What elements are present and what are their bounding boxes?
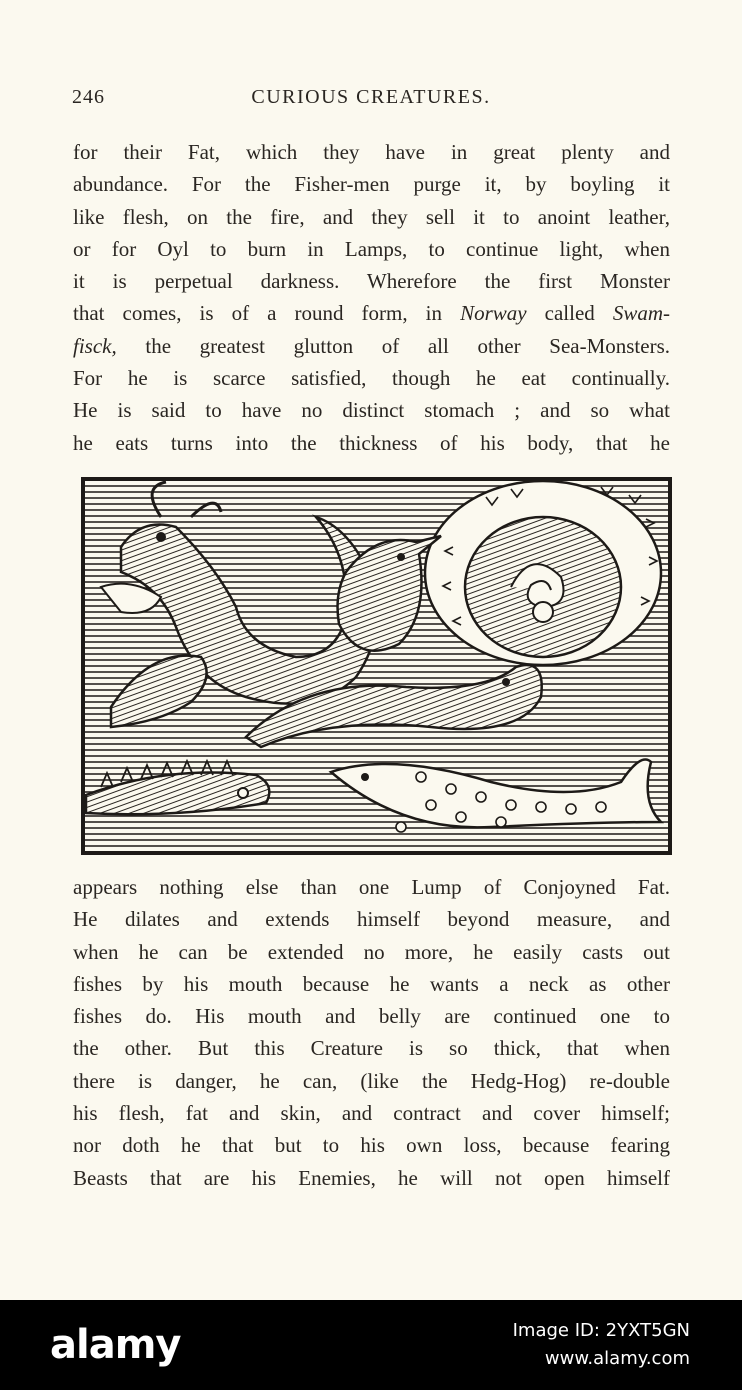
- text-line: or for Oyl to burn in Lamps, to continue light, when: [73, 236, 670, 261]
- paragraph-top: [73, 136, 670, 459]
- text-line: his flesh, fat and skin, and contract and cover himself;: [73, 1101, 670, 1126]
- text-line: the other. But this Creature is so thick, that when: [73, 1036, 670, 1061]
- page-header: [72, 86, 670, 116]
- text-line: appears nothing else than one Lump of Conjoyned Fat.: [73, 875, 670, 899]
- paragraph-bottom: [73, 871, 670, 1194]
- sea-monsters-woodcut-icon: [81, 477, 672, 855]
- italic-word: Swam-: [612, 301, 670, 326]
- text-line: for their Fat, which they have in great plenty and: [73, 140, 670, 164]
- text-line: Beasts that are his Enemies, he will not open himself: [73, 1165, 670, 1190]
- text-line: that comes, is of a round form, in Norway called Swam-: [73, 301, 670, 326]
- text-line: fishes do. His mouth and belly are continued one to: [73, 1004, 670, 1029]
- text-line: he eats turns into the thickness of his body, that he: [73, 430, 670, 455]
- text-line: there is danger, he can, (like the Hedg-Hog) re-double: [73, 1068, 670, 1093]
- text-line: fisck, the greatest glutton of all other Sea-Monsters.: [73, 333, 670, 358]
- page-number: 246: [72, 86, 105, 108]
- italic-word: Norway: [460, 301, 527, 326]
- text-line: He dilates and extends himself beyond measure, and: [73, 907, 670, 932]
- running-title: CURIOUS CREATURES.: [251, 86, 491, 108]
- watermark-bar: [0, 1300, 742, 1390]
- text-line: it is perpetual darkness. Wherefore the first Monster: [73, 269, 670, 294]
- site-url[interactable]: www.alamy.com: [544, 1348, 690, 1369]
- image-id: Image ID: 2YXT5GN: [512, 1320, 690, 1341]
- text-line: For he is scarce satisfied, though he eat continually.: [73, 366, 670, 391]
- italic-word: fisck,: [73, 333, 117, 358]
- text-line: He is said to have no distinct stomach ; and so what: [73, 398, 670, 423]
- text-line: fishes by his mouth because he wants a neck as other: [73, 971, 670, 996]
- text-line: nor doth he that but to his own loss, because fearing: [73, 1133, 670, 1158]
- text-line: when he can be extended no more, he easily casts out: [73, 939, 670, 964]
- text-line: like flesh, on the fire, and they sell it to anoint leather,: [73, 204, 670, 229]
- alamy-logo[interactable]: alamy: [50, 1322, 181, 1368]
- woodcut-illustration: [81, 477, 672, 855]
- text-line: abundance. For the Fisher-men purge it, by boyling it: [73, 172, 670, 197]
